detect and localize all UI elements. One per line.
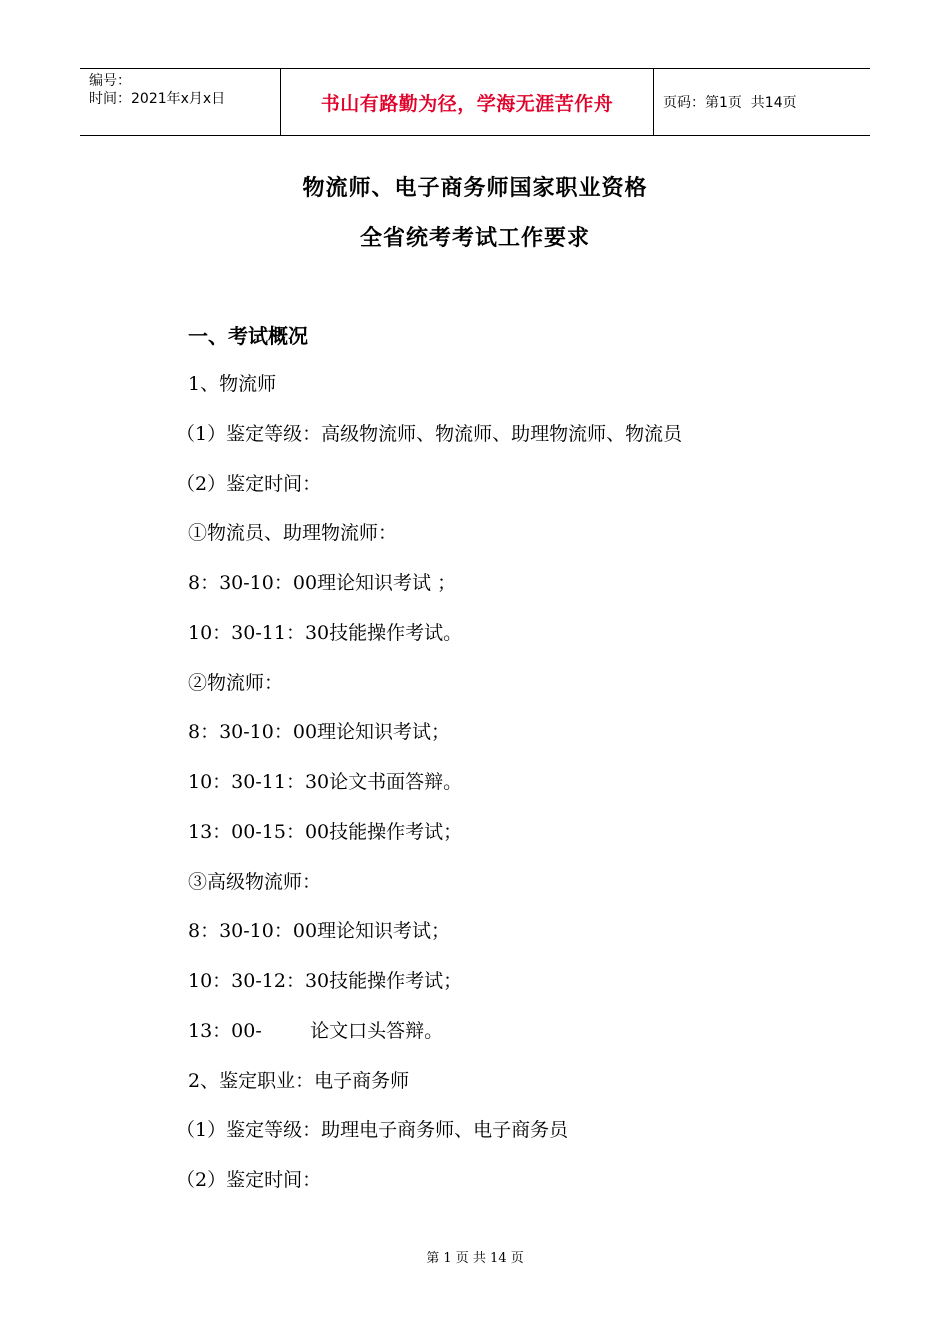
body-line: ①物流员、助理物流师： bbox=[188, 522, 398, 544]
body-line: 8：30-10：00理论知识考试； bbox=[188, 920, 451, 942]
document-title-line-1: 物流师、电子商务师国家职业资格 bbox=[302, 176, 648, 201]
section-heading: 一、考试概况 bbox=[188, 324, 308, 348]
body-line: 8：30-10：00理论知识考试； bbox=[188, 721, 451, 743]
body-line: （2）鉴定时间： bbox=[176, 473, 322, 495]
header-motto-cell bbox=[281, 69, 654, 135]
header-table bbox=[80, 68, 870, 136]
body-line: （1）鉴定等级：高级物流师、物流师、助理物流师、物流员 bbox=[176, 423, 683, 445]
body-line: ③高级物流师： bbox=[188, 871, 322, 893]
body-line: （2）鉴定时间： bbox=[176, 1169, 322, 1191]
body-line: （1）鉴定等级：助理电子商务师、电子商务员 bbox=[176, 1119, 569, 1141]
page-info: 页码：第1页 共14页 bbox=[663, 95, 797, 111]
body-line: 10：30-12：30技能操作考试； bbox=[188, 970, 463, 992]
document-date: 时间：2021年x月x日 bbox=[89, 91, 226, 107]
body-line: 1、物流师 bbox=[188, 373, 277, 395]
header-meta-cell bbox=[80, 69, 281, 135]
header-page-cell bbox=[654, 69, 870, 135]
body-line: 2、鉴定职业：电子商务师 bbox=[188, 1070, 410, 1092]
page-footer: 第 1 页 共 14 页 bbox=[426, 1251, 524, 1266]
body-line: 13：00-15：00技能操作考试； bbox=[188, 821, 463, 843]
body-line: ②物流师： bbox=[188, 672, 284, 694]
body-line: 10：30-11：30论文书面答辩。 bbox=[188, 771, 463, 793]
document-title-line-2: 全省统考考试工作要求 bbox=[359, 226, 590, 251]
body-line: 10：30-11：30技能操作考试。 bbox=[188, 622, 463, 644]
document-number-label: 编号： bbox=[89, 73, 131, 89]
motto-text: 书山有路勤为径，学海无涯苦作舟 bbox=[320, 92, 614, 115]
body-line: 13：00- 论文口头答辩。 bbox=[188, 1020, 444, 1042]
body-line: 8：30-10：00理论知识考试 ； bbox=[188, 572, 457, 594]
